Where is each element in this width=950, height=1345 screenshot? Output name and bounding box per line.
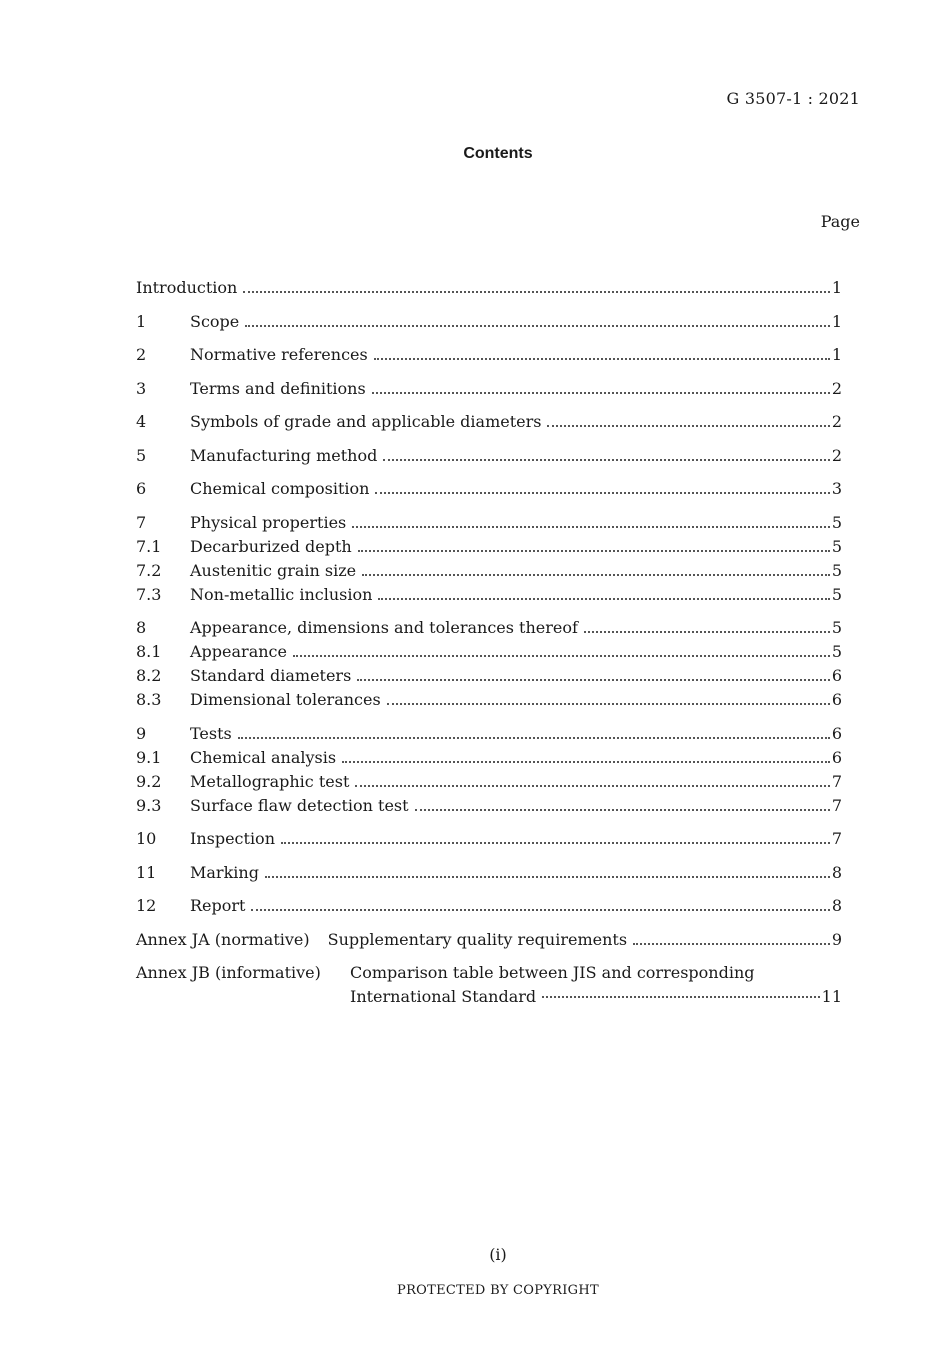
dot-leader (387, 703, 830, 705)
toc-entry-number: 7.1 (136, 536, 162, 556)
toc-entry[interactable] (136, 863, 842, 887)
dot-leader (415, 809, 830, 811)
toc-annex-ja[interactable] (136, 930, 842, 954)
toc-entry-title: Supplementary quality requirements (327, 929, 628, 949)
toc-entry-page: 2 (831, 378, 842, 398)
toc-entry-page: 6 (831, 747, 842, 767)
toc-entry-number: 6 (136, 479, 147, 498)
toc-entry-title: Chemical analysis (190, 747, 337, 767)
toc-entry[interactable] (136, 479, 842, 503)
toc-entry-number: 8 (136, 618, 147, 637)
annex-label: Annex JB (informative) (136, 963, 321, 982)
toc-entry-page: 7 (831, 829, 842, 848)
toc-entry-title-line2-row (350, 987, 842, 1007)
document-id: G 3507-1 : 2021 (726, 89, 860, 108)
toc-entry-title: Decarburized depth (190, 536, 352, 556)
toc-entry[interactable] (136, 446, 842, 470)
dot-leader (375, 492, 829, 494)
toc-entry-number: 11 (136, 862, 157, 882)
toc-entry[interactable] (136, 513, 842, 537)
toc-entry-number: 4 (136, 412, 147, 431)
toc-entry-title: Inspection (190, 829, 275, 848)
toc-entry-title: Austenitic grain size (190, 560, 357, 580)
toc-entry-introduction[interactable] (136, 278, 842, 302)
toc-entry[interactable] (136, 345, 842, 369)
toc-entry-title: Appearance, dimensions and tolerances thereof (190, 618, 578, 637)
dot-leader (355, 785, 829, 787)
toc-entry[interactable] (136, 724, 842, 748)
dot-leader (358, 550, 830, 552)
toc-entry-title: Surface flaw detection test (190, 795, 409, 815)
toc-entry-number: 10 (136, 829, 157, 848)
toc-entry-page: 11 (821, 987, 842, 1006)
footer-page-number: (i) (489, 1245, 507, 1264)
dot-leader (372, 392, 830, 394)
toc-entry-number: 7.3 (136, 584, 162, 604)
toc-entry-number: 3 (136, 378, 147, 398)
contents-heading: Contents (463, 145, 533, 162)
toc-entry-title-line1: Comparison table between JIS and corresponding (350, 963, 755, 982)
toc-entry-page: 1 (831, 345, 842, 364)
toc-entry-number: 7 (136, 512, 147, 532)
annex-label: Annex JA (normative) (136, 929, 310, 949)
toc-entry-title-line2: International Standard (350, 987, 537, 1006)
toc-annex-jb[interactable] (136, 963, 842, 1011)
toc-entry-title: Symbols of grade and applicable diameters (190, 412, 542, 431)
toc-subentry[interactable] (136, 585, 842, 609)
dot-leader (383, 459, 829, 461)
toc-entry-title: Physical properties (190, 512, 347, 532)
toc-entry[interactable] (136, 829, 842, 853)
toc-entry[interactable] (136, 412, 842, 436)
toc-entry-number: 5 (136, 445, 147, 465)
toc-entry-page: 6 (831, 690, 842, 709)
toc-entry-page: 6 (831, 666, 842, 685)
toc-subentry[interactable] (136, 537, 842, 561)
dot-leader (542, 996, 819, 998)
toc-subentry[interactable] (136, 561, 842, 585)
dot-leader (357, 679, 830, 681)
toc-entry-title: Tests (190, 723, 232, 743)
toc-entry-page: 5 (831, 618, 842, 637)
toc-entry-page: 8 (831, 862, 842, 882)
dot-leader (378, 598, 829, 600)
dot-leader (374, 358, 830, 360)
toc-entry-title: Introduction (136, 278, 238, 297)
toc-entry[interactable] (136, 312, 842, 336)
toc-subentry[interactable] (136, 748, 842, 772)
toc-entry-title: Report (190, 896, 246, 915)
toc-entry-page: 5 (831, 536, 842, 556)
toc-entry-number: 12 (136, 896, 157, 915)
toc-entry[interactable] (136, 896, 842, 920)
toc-entry-page: 1 (831, 311, 842, 331)
toc-entry[interactable] (136, 379, 842, 403)
toc-entry-number: 2 (136, 345, 147, 364)
toc-entry-title: Terms and definitions (190, 378, 366, 398)
toc-entry-page: 2 (831, 445, 842, 465)
toc-entry-number: 9 (136, 723, 147, 743)
toc-entry-page: 5 (831, 560, 842, 580)
toc-entry-page: 9 (831, 929, 842, 949)
toc-subentry[interactable] (136, 796, 842, 820)
toc-entry-title: Appearance (190, 642, 287, 661)
dot-leader (352, 526, 830, 528)
toc-entry-page: 7 (831, 771, 842, 791)
toc-entry-title: Metallographic test (190, 771, 350, 791)
dot-leader (265, 876, 830, 878)
toc-entry-title: Scope (190, 311, 240, 331)
toc-entry-number: 9.1 (136, 747, 162, 767)
toc-subentry[interactable] (136, 642, 842, 666)
dot-leader (243, 291, 829, 293)
toc-entry-title: Marking (190, 862, 259, 882)
toc-entry-page: 5 (831, 512, 842, 532)
toc-entry-page: 6 (831, 723, 842, 743)
toc-entry[interactable] (136, 618, 842, 642)
toc-entry-page: 3 (831, 479, 842, 498)
toc-entry-number: 8.3 (136, 690, 162, 709)
dot-leader (281, 842, 830, 844)
dot-leader (584, 631, 830, 633)
table-of-contents (136, 278, 842, 1011)
toc-entry-page: 5 (831, 642, 842, 661)
copyright-notice: PROTECTED BY COPYRIGHT (397, 1283, 599, 1298)
dot-leader (362, 574, 830, 576)
toc-entry-number: 9.2 (136, 771, 162, 791)
toc-entry-number: 8.2 (136, 666, 162, 685)
toc-entry-title: Chemical composition (190, 479, 370, 498)
page-column-label: Page (820, 212, 860, 231)
toc-entry-title: Dimensional tolerances (190, 690, 381, 709)
toc-subentry[interactable] (136, 666, 842, 690)
dot-leader (251, 909, 829, 911)
toc-subentry[interactable] (136, 772, 842, 796)
toc-entry-number: 1 (136, 311, 147, 331)
toc-entry-page: 2 (831, 412, 842, 431)
dot-leader (293, 655, 830, 657)
toc-subentry[interactable] (136, 690, 842, 714)
toc-entry-page: 1 (831, 278, 842, 297)
toc-entry-page: 5 (831, 584, 842, 604)
dot-leader (238, 737, 830, 739)
toc-entry-number: 7.2 (136, 560, 162, 580)
dot-leader (633, 943, 830, 945)
toc-entry-title: Normative references (190, 345, 368, 364)
dot-leader (342, 761, 830, 763)
toc-entry-title: Manufacturing method (190, 445, 378, 465)
toc-entry-number: 9.3 (136, 795, 162, 815)
toc-entry-page: 8 (831, 896, 842, 915)
toc-entry-number: 8.1 (136, 642, 162, 661)
dot-leader (245, 325, 830, 327)
toc-entry-title: Standard diameters (190, 666, 352, 685)
dot-leader (547, 425, 829, 427)
toc-entry-title: Non-metallic inclusion (190, 584, 373, 604)
toc-entry-page: 7 (831, 795, 842, 815)
